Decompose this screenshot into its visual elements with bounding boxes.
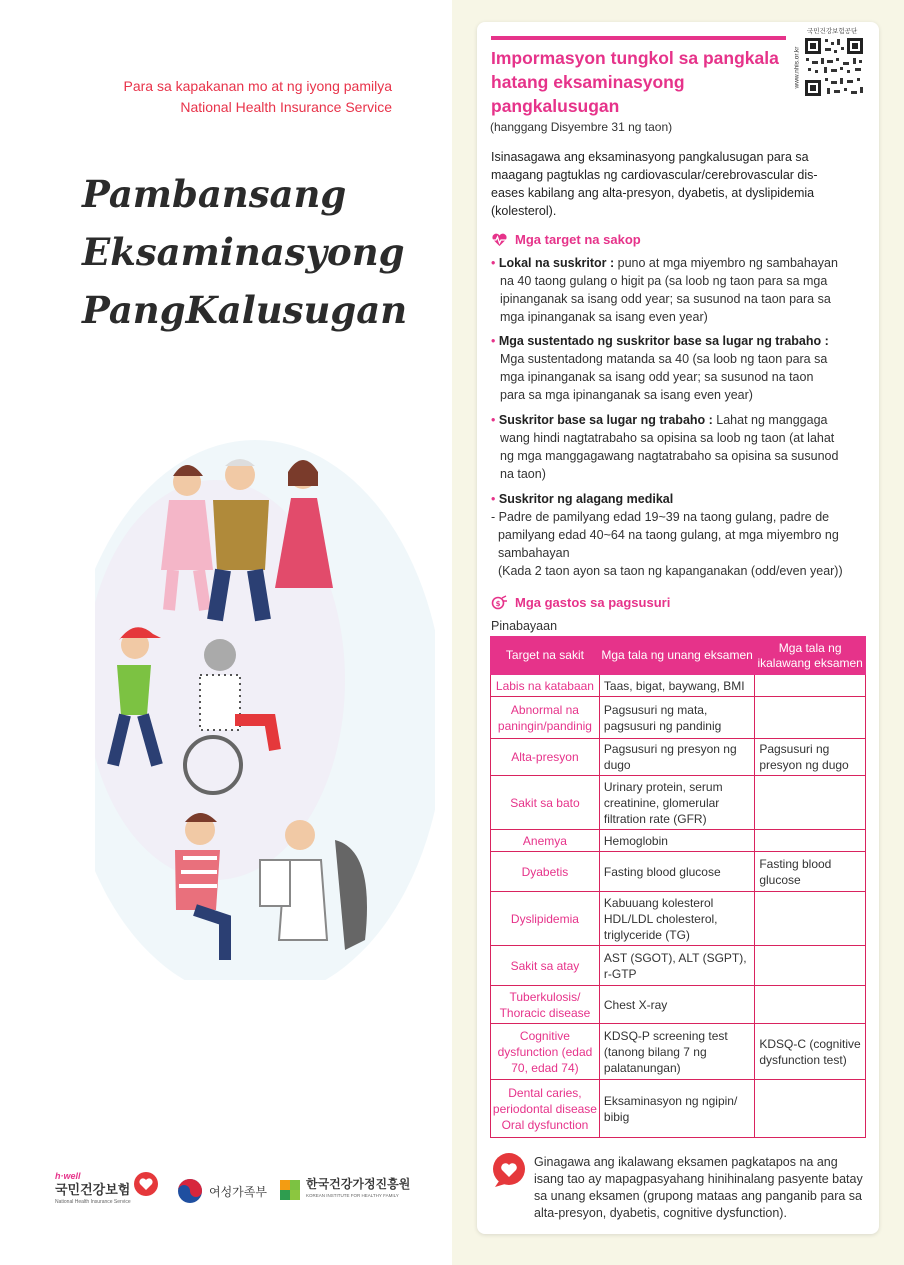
second-exam-cell: Pagsusuri ng presyon ng dugo xyxy=(755,739,866,776)
cost-note: Pinabayaan xyxy=(491,619,558,633)
table-row xyxy=(491,946,866,986)
target-cell: Dyslipidemia xyxy=(491,892,600,946)
section-targets-heading: Mga target na sakop xyxy=(491,232,641,247)
table-row xyxy=(491,1024,866,1080)
intro-text: Isinasagawa ang eksaminasyong pangkalusugan para sa maagang pagtuklas ng cardiovascular/cerebrovascular dis- eases kabilang ang alta-presyon, dyabetis, at dyslipidemia (kolesterol). xyxy=(491,150,818,218)
target-cell: Tuberkulosis/ Thoracic disease xyxy=(491,986,600,1024)
family-health-illustration xyxy=(95,420,435,980)
second-exam-cell xyxy=(755,892,866,946)
target-cell: Abnormal na paningin/pandinig xyxy=(491,697,600,739)
table-row xyxy=(491,675,866,697)
table-row xyxy=(491,1080,866,1138)
card-subtitle: (hanggang Disyembre 31 ng taon) xyxy=(490,120,673,134)
target-cell: Dyabetis xyxy=(491,852,600,892)
target-item: • Mga sustentado ng suskritor base sa lugar ng trabaho : Mga sustentadong matanda sa 40 (sa loob ng taon para sa mga ipinanganak sa isang odd year; sa susunod na taon para sa mga ipinanganak sa isang even year) xyxy=(491,334,829,402)
second-exam-cell xyxy=(755,675,866,697)
target-cell: Sakit sa atay xyxy=(491,946,600,986)
table-row xyxy=(491,739,866,776)
target-cell: Dental caries, periodontal disease Oral dysfunction xyxy=(491,1080,600,1138)
qr-code: 국민건강보험공단 www.nhis.or.kr xyxy=(789,26,869,98)
partner-logos xyxy=(55,1170,415,1210)
target-cell: Sakit sa bato xyxy=(491,776,600,830)
title-bar xyxy=(491,36,786,40)
first-exam-cell: AST (SGOT), ALT (SGPT), r-GTP xyxy=(599,946,754,986)
first-exam-cell: Pagsusuri ng mata, pagsusuri ng pandinig xyxy=(599,697,754,739)
heartbeat-icon xyxy=(491,233,508,247)
target-item: • Lokal na suskritor : puno at mga miyembro ng sambahayan na 40 taong gulang o higit pa (sa loob ng taon para sa mga ipinanganak sa isang odd year; sa susunod na taon para sa mga ipinanganak sa isang even year) xyxy=(491,256,838,324)
second-exam-cell xyxy=(755,776,866,830)
exam-table xyxy=(490,636,866,1138)
first-exam-cell: Fasting blood glucose xyxy=(599,852,754,892)
table-row xyxy=(491,697,866,739)
table-row xyxy=(491,852,866,892)
target-item: • Suskritor ng alagang medikal - Padre de pamilyang edad 19~39 na taong gulang, padre de pamilyang edad 40~64 na taong gulang, at mga miyembro ng sambahayan (Kada 2 taon ayon sa taon ng kapanganakan (odd/even year)) xyxy=(491,492,843,578)
first-exam-cell: Hemoglobin xyxy=(599,830,754,852)
target-cell: Alta-presyon xyxy=(491,739,600,776)
second-exam-cell xyxy=(755,1080,866,1138)
first-exam-cell: Urinary protein, serum creatinine, glomerular filtration rate (GFR) xyxy=(599,776,754,830)
section-costs-heading: $ Mga gastos sa pagsusuri xyxy=(491,595,670,610)
second-exam-cell xyxy=(755,986,866,1024)
table-row xyxy=(491,986,866,1024)
second-exam-cell: KDSQ-C (cognitive dysfunction test) xyxy=(755,1024,866,1080)
target-cell: Anemya xyxy=(491,830,600,852)
footnote: Ginagawa ang ikalawang eksamen pagkatapos na ang isang tao ay mapagpasyahang hinihinalang pasyente batay sa unang eksamen (grupong mataas ang panganib para sa alta-presyon, dyabetis, cognitive dysfunction). xyxy=(491,1152,871,1193)
svg-text:$: $ xyxy=(495,600,501,608)
kihf-mark-icon xyxy=(280,1180,300,1200)
money-icon xyxy=(491,595,508,610)
first-exam-cell: KDSQ-P screening test (tanong bilang 7 ng palatanungan) xyxy=(599,1024,754,1080)
target-item: • Suskritor base sa lugar ng trabaho : Lahat ng manggaga wang hindi nagtatrabaho sa opisina sa loob ng taon (at lahat ng mga manggagawang nagtatrabaho sa opisina sa susunod na taon) xyxy=(491,413,839,481)
nhis-heart-icon xyxy=(133,1171,159,1197)
heart-bubble-icon xyxy=(491,1152,527,1188)
taegeuk-icon xyxy=(177,1178,203,1204)
second-exam-cell xyxy=(755,830,866,852)
tagline: Para sa kapakanan mo at ng iyong pamilya National Health Insurance Service xyxy=(123,78,392,115)
first-exam-cell: Taas, bigat, baywang, BMI xyxy=(599,675,754,697)
cover-title: Pambansang Eksaminasyong PangKalusugan xyxy=(82,172,408,332)
target-cell: Labis na katabaan xyxy=(491,675,600,697)
table-row xyxy=(491,776,866,830)
nhis-logo: h·well 국민건강보험 National Health Insurance Service xyxy=(55,1170,159,1209)
first-exam-cell: Kabuuang kolesterol HDL/LDL cholesterol, triglyceride (TG) xyxy=(599,892,754,946)
first-exam-cell: Pagsusuri ng presyon ng dugo xyxy=(599,739,754,776)
first-exam-cell: Eksaminasyon ng ngipin/ bibig xyxy=(599,1080,754,1138)
qr-pattern-icon xyxy=(803,36,865,98)
second-exam-cell xyxy=(755,946,866,986)
ministry-logo: 여성가족부 xyxy=(177,1178,267,1204)
table-body xyxy=(491,675,866,1138)
card-title: Impormasyon tungkol sa pangkala hatang eksaminasyong pangkalusugan xyxy=(491,48,779,116)
table-row xyxy=(491,830,866,852)
table-header-row: Target na sakit Mga tala ng unang eksamen Mga tala ng ikalawang eksamen xyxy=(491,637,866,675)
info-card xyxy=(477,22,879,1234)
kihf-logo: 한국건강가정진흥원 KOREAN INSTITUTE FOR HEALTHY FAMILY xyxy=(280,1178,410,1202)
second-exam-cell: Fasting blood glucose xyxy=(755,852,866,892)
table-row xyxy=(491,892,866,946)
second-exam-cell xyxy=(755,697,866,739)
target-cell: Cognitive dysfunction (edad 70, edad 74) xyxy=(491,1024,600,1080)
first-exam-cell: Chest X-ray xyxy=(599,986,754,1024)
